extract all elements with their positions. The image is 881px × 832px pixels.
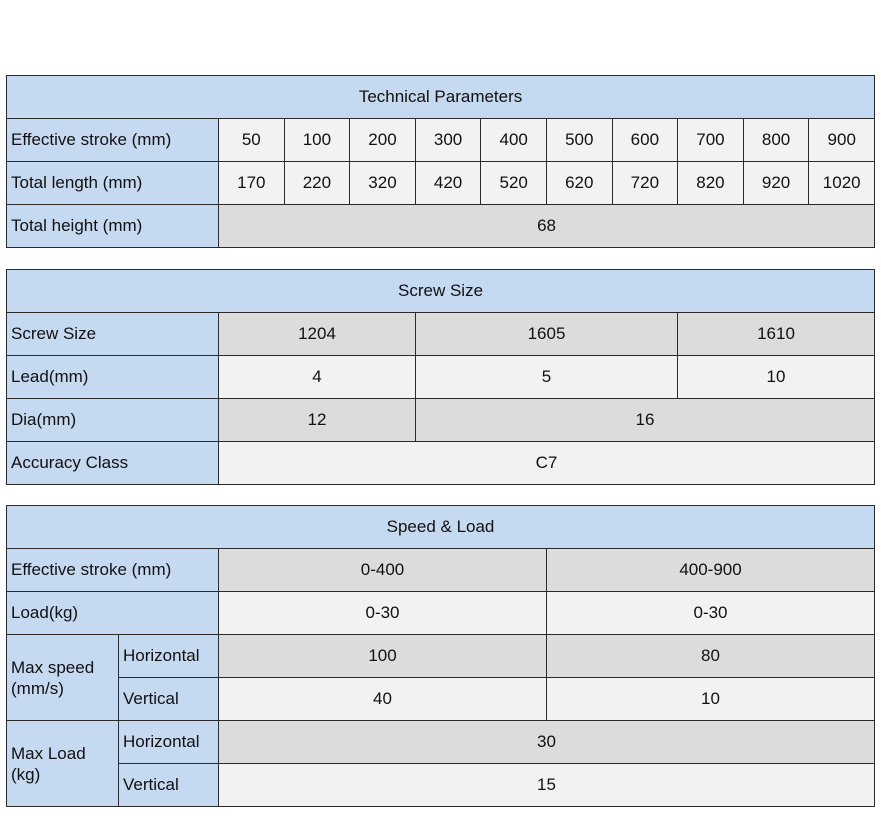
total-height-label: Total height (mm) — [7, 205, 219, 248]
screw-size-value: 1610 — [678, 313, 875, 356]
stroke-range-value: 0-400 — [219, 549, 547, 592]
screw-size-label: Screw Size — [7, 313, 219, 356]
length-value: 420 — [415, 162, 481, 205]
length-value: 920 — [743, 162, 809, 205]
length-value: 820 — [678, 162, 744, 205]
speed-load-title: Speed & Load — [7, 506, 875, 549]
horizontal-label: Horizontal — [119, 721, 219, 764]
load-label: Load(kg) — [7, 592, 219, 635]
technical-parameters-table — [6, 75, 875, 248]
stroke-value: 900 — [809, 119, 875, 162]
dia-label: Dia(mm) — [7, 399, 219, 442]
stroke-value: 300 — [415, 119, 481, 162]
stroke-range-value: 400-900 — [547, 549, 875, 592]
speed-vertical-value: 40 — [219, 678, 547, 721]
load-value: 0-30 — [547, 592, 875, 635]
screw-size-value: 1605 — [416, 313, 678, 356]
speed-horizontal-value: 80 — [547, 635, 875, 678]
lead-value: 5 — [416, 356, 678, 399]
max-load-horizontal-value: 30 — [219, 721, 875, 764]
effective-stroke-label: Effective stroke (mm) — [7, 549, 219, 592]
accuracy-class-label: Accuracy Class — [7, 442, 219, 485]
stroke-value: 500 — [546, 119, 612, 162]
total-length-label: Total length (mm) — [7, 162, 219, 205]
lead-label: Lead(mm) — [7, 356, 219, 399]
speed-horizontal-value: 100 — [219, 635, 547, 678]
accuracy-class-value: C7 — [219, 442, 875, 485]
technical-parameters-title: Technical Parameters — [7, 76, 875, 119]
stroke-value: 200 — [350, 119, 416, 162]
screw-size-value: 1204 — [219, 313, 416, 356]
stroke-value: 700 — [678, 119, 744, 162]
speed-load-table — [6, 505, 875, 807]
max-load-vertical-value: 15 — [219, 764, 875, 807]
effective-stroke-label: Effective stroke (mm) — [7, 119, 219, 162]
total-height-value: 68 — [219, 205, 875, 248]
load-value: 0-30 — [219, 592, 547, 635]
length-value: 320 — [350, 162, 416, 205]
length-value: 620 — [546, 162, 612, 205]
dia-value: 12 — [219, 399, 416, 442]
max-load-label: Max Load (kg) — [7, 721, 119, 807]
length-value: 720 — [612, 162, 678, 205]
stroke-value: 100 — [284, 119, 350, 162]
stroke-value: 800 — [743, 119, 809, 162]
lead-value: 4 — [219, 356, 416, 399]
length-value: 170 — [219, 162, 285, 205]
dia-value: 16 — [416, 399, 875, 442]
length-value: 220 — [284, 162, 350, 205]
length-value: 1020 — [809, 162, 875, 205]
stroke-value: 600 — [612, 119, 678, 162]
stroke-value: 400 — [481, 119, 547, 162]
screw-size-title: Screw Size — [7, 270, 875, 313]
lead-value: 10 — [678, 356, 875, 399]
max-speed-label: Max speed (mm/s) — [7, 635, 119, 721]
length-value: 520 — [481, 162, 547, 205]
vertical-label: Vertical — [119, 678, 219, 721]
screw-size-table — [6, 269, 875, 485]
stroke-value: 50 — [219, 119, 285, 162]
horizontal-label: Horizontal — [119, 635, 219, 678]
vertical-label: Vertical — [119, 764, 219, 807]
speed-vertical-value: 10 — [547, 678, 875, 721]
